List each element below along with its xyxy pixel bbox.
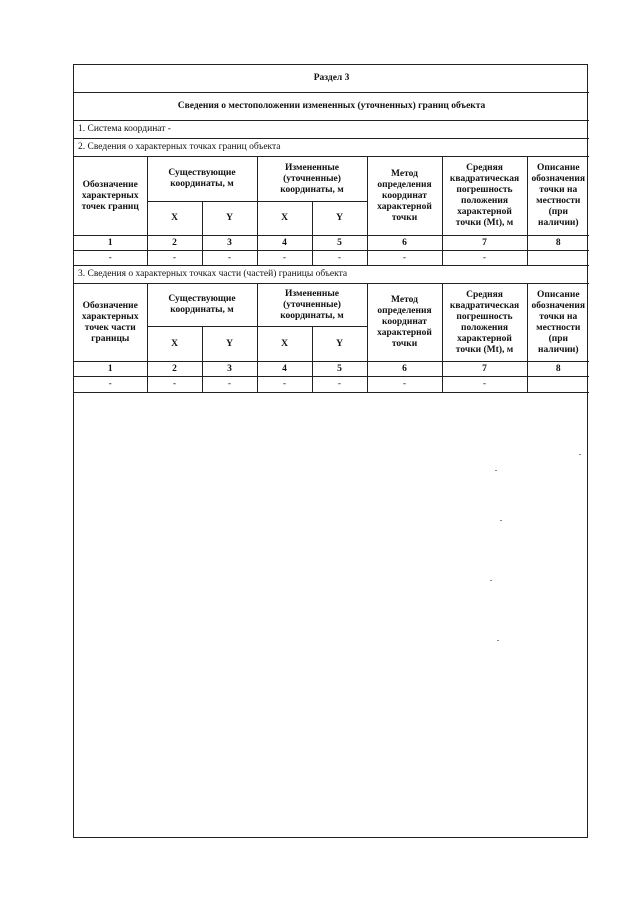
table2-heading: 3. Сведения о характерных точках части (частей) границы объекта	[74, 266, 589, 284]
table2-existing-y: Y	[202, 327, 257, 362]
table2-header-row-1	[74, 284, 589, 327]
table1-num-6: 6	[367, 236, 442, 251]
table1-num-5: 5	[312, 236, 367, 251]
table1-header-row-1	[74, 157, 589, 202]
table1-cell-6: -	[367, 251, 442, 266]
table1-cell-7: -	[442, 251, 527, 266]
table1-data-row	[74, 251, 589, 266]
table1-existing-y: Y	[202, 202, 257, 236]
table1-cell-2: -	[147, 251, 202, 266]
coord-system-row	[74, 121, 589, 139]
table2-num-5: 5	[312, 362, 367, 377]
table1-existing-x: X	[147, 202, 202, 236]
section-table	[74, 65, 589, 393]
table2-data-row	[74, 377, 589, 393]
table2-col-designation: Обозначение характерных точек части границы	[74, 284, 147, 362]
table2-cell-8	[527, 377, 589, 393]
table1-num-1: 1	[74, 236, 147, 251]
table2-num-7: 7	[442, 362, 527, 377]
document-sheet	[73, 64, 588, 838]
table2-num-1: 1	[74, 362, 147, 377]
scan-speck	[490, 580, 492, 581]
table2-cell-7: -	[442, 377, 527, 393]
table2-changed-x: X	[257, 327, 312, 362]
table2-num-4: 4	[257, 362, 312, 377]
table2-heading-row	[74, 266, 589, 284]
scan-speck	[495, 470, 497, 471]
scan-speck	[497, 640, 499, 641]
table1-cell-1: -	[74, 251, 147, 266]
table2-cell-2: -	[147, 377, 202, 393]
table2-col-existing: Существующие координаты, м	[147, 284, 257, 327]
table1-num-3: 3	[202, 236, 257, 251]
section-title: Раздел 3	[74, 65, 589, 93]
table2-num-6: 6	[367, 362, 442, 377]
table2-existing-x: X	[147, 327, 202, 362]
table1-cell-3: -	[202, 251, 257, 266]
table2-number-row	[74, 362, 589, 377]
table1-heading: 2. Сведения о характерных точках границ объекта	[74, 139, 589, 157]
table1-col-existing: Существующие координаты, м	[147, 157, 257, 202]
table1-col-error: Средняя квадратическая погрешность положения характерной точки (Mt), м	[442, 157, 527, 236]
table2-cell-6: -	[367, 377, 442, 393]
title-row	[74, 65, 589, 93]
table2-cell-3: -	[202, 377, 257, 393]
table1-cell-8	[527, 251, 589, 266]
table2-changed-y: Y	[312, 327, 367, 362]
table2-num-3: 3	[202, 362, 257, 377]
table2-col-changed: Измененные (уточненные) координаты, м	[257, 284, 367, 327]
scan-speck	[579, 454, 581, 455]
section-subtitle: Сведения о местоположении измененных (уточненных) границ объекта	[74, 93, 589, 121]
table1-col-designation: Обозначение характерных точек границ	[74, 157, 147, 236]
table1-changed-x: X	[257, 202, 312, 236]
table1-col-changed: Измененные (уточненные) координаты, м	[257, 157, 367, 202]
table1-number-row	[74, 236, 589, 251]
table2-col-description: Описание обозначения точки на местности (при наличии)	[527, 284, 589, 362]
table1-col-method: Метод определения координат характерной точки	[367, 157, 442, 236]
table1-cell-4: -	[257, 251, 312, 266]
scan-speck	[500, 520, 502, 521]
coord-system-text: 1. Система координат -	[74, 121, 589, 139]
subtitle-row	[74, 93, 589, 121]
table2-cell-5: -	[312, 377, 367, 393]
table1-num-4: 4	[257, 236, 312, 251]
table2-col-error: Средняя квадратическая погрешность положения характерной точки (Mt), м	[442, 284, 527, 362]
table2-cell-1: -	[74, 377, 147, 393]
table1-num-7: 7	[442, 236, 527, 251]
table2-num-2: 2	[147, 362, 202, 377]
table1-col-description: Описание обозначения точки на местности (при наличии)	[527, 157, 589, 236]
table1-num-2: 2	[147, 236, 202, 251]
table1-changed-y: Y	[312, 202, 367, 236]
table1-heading-row	[74, 139, 589, 157]
table2-cell-4: -	[257, 377, 312, 393]
table2-num-8: 8	[527, 362, 589, 377]
table2-col-method: Метод определения координат характерной точки	[367, 284, 442, 362]
table1-num-8: 8	[527, 236, 589, 251]
table1-cell-5: -	[312, 251, 367, 266]
